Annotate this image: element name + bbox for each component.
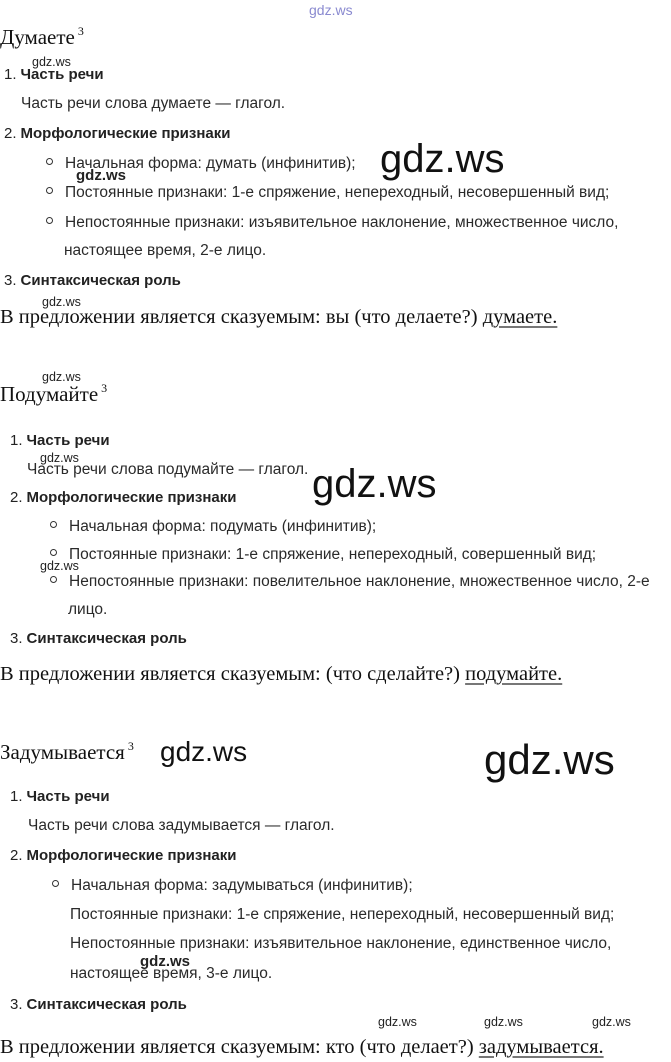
list-item-part-of-speech-1: 1. Часть речи bbox=[4, 66, 104, 83]
constant-features-1: Постоянные признаки: 1-е спряжение, непереходный, несовершенный вид; bbox=[46, 184, 609, 202]
watermark-large: gdz.ws bbox=[312, 462, 437, 506]
list-item-syntax-3: 3. Синтаксическая роль bbox=[10, 996, 187, 1013]
watermark-top: gdz.ws bbox=[309, 2, 353, 18]
part-of-speech-text-1: Часть речи слова думаете — глагол. bbox=[21, 95, 286, 112]
bullet-icon bbox=[50, 549, 57, 556]
bullet-icon bbox=[50, 576, 57, 583]
part-of-speech-text-2: Часть речи слова подумайте — глагол. bbox=[27, 461, 309, 478]
bullet-icon bbox=[46, 187, 53, 194]
list-item-syntax-1: 3. Синтаксическая роль bbox=[4, 272, 181, 289]
part-of-speech-text-3: Часть речи слова задумывается — глагол. bbox=[28, 817, 335, 834]
list-item-syntax-2: 3. Синтаксическая роль bbox=[10, 630, 187, 647]
syntax-sentence-2: В предложении является сказуемым: (что сделайте?) подумайте. bbox=[0, 663, 563, 685]
bullet-icon bbox=[50, 521, 57, 528]
watermark-small: gdz.ws bbox=[42, 295, 81, 309]
list-item-morphology-3: 2. Морфологические признаки bbox=[10, 847, 237, 864]
variable-features-2: Непостоянные признаки: повелительное наклонение, множественное число, 2-е bbox=[50, 573, 650, 591]
variable-features-1: Непостоянные признаки: изъявительное наклонение, множественное число, bbox=[46, 214, 618, 232]
constant-features-2: Постоянные признаки: 1-е спряжение, непереходный, совершенный вид; bbox=[50, 546, 596, 564]
initial-form-3: Начальная форма: задумываться (инфинитив); bbox=[52, 877, 413, 895]
constant-features-3: Постоянные признаки: 1-е спряжение, непереходный, несовершенный вид; bbox=[70, 906, 615, 923]
watermark-large: gdz.ws bbox=[160, 736, 248, 767]
word-heading-2: Подумайте $^3$ bbox=[0, 381, 108, 406]
watermark-small: gdz.ws bbox=[140, 953, 191, 970]
watermark-small: gdz.ws bbox=[32, 55, 71, 69]
watermark-large: gdz.ws bbox=[380, 137, 505, 181]
list-item-morphology-1: 2. Морфологические признаки bbox=[4, 125, 231, 142]
variable-features-3: Непостоянные признаки: изъявительное наклонение, единственное число, bbox=[70, 935, 612, 952]
watermark-small: gdz.ws bbox=[40, 451, 79, 465]
bullet-icon bbox=[46, 217, 53, 224]
watermark-small: gdz.ws bbox=[42, 370, 81, 384]
watermark-large: gdz.ws bbox=[484, 736, 615, 783]
syntax-sentence-3: В предложении является сказуемым: кто (что делает?) задумывается. bbox=[0, 1036, 604, 1058]
variable-features-cont-2: лицо. bbox=[68, 601, 108, 618]
variable-features-cont-3: настоящее время, 3-е лицо. bbox=[70, 965, 273, 982]
bullet-icon bbox=[52, 880, 59, 887]
variable-features-cont-1: настоящее время, 2-е лицо. bbox=[64, 242, 267, 259]
list-item-part-of-speech-2: 1. Часть речи bbox=[10, 432, 110, 449]
syntax-sentence-1: В предложении является сказуемым: вы (что делаете?) думаете. bbox=[0, 306, 558, 328]
bullet-icon bbox=[46, 158, 53, 165]
watermark-small: gdz.ws bbox=[76, 167, 127, 184]
initial-form-2: Начальная форма: подумать (инфинитив); bbox=[50, 518, 376, 536]
list-item-morphology-2: 2. Морфологические признаки bbox=[10, 489, 237, 506]
watermark-small: gdz.ws bbox=[592, 1015, 631, 1029]
word-heading-1: Думаете $^3$ bbox=[0, 24, 84, 49]
watermark-small: gdz.ws bbox=[40, 559, 79, 573]
initial-form-1: Начальная форма: думать (инфинитив); bbox=[46, 155, 356, 173]
word-heading-3: Задумывается $^3$ bbox=[0, 739, 134, 764]
watermark-small: gdz.ws bbox=[378, 1015, 417, 1029]
watermark-small: gdz.ws bbox=[484, 1015, 523, 1029]
list-item-part-of-speech-3: 1. Часть речи bbox=[10, 788, 110, 805]
